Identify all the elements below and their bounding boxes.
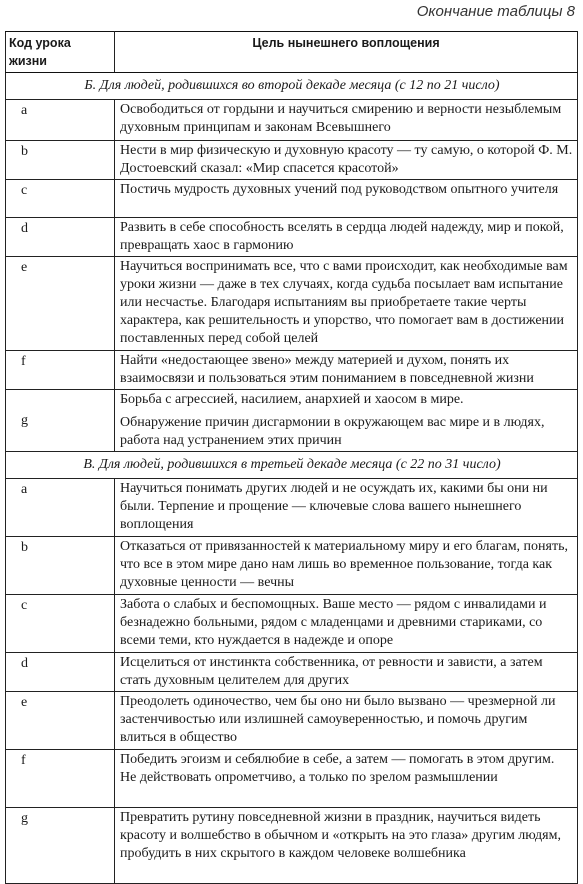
table-row bbox=[6, 595, 578, 653]
section-v bbox=[6, 452, 578, 884]
lesson-goal: Освободиться от гордыни и научиться смирению и верности незыблемым духовным принципам и законам Всевышнего bbox=[115, 100, 578, 141]
lesson-code: d bbox=[6, 218, 115, 257]
table-row bbox=[6, 351, 578, 390]
lesson-goal: Найти «недостающее звено» между материей и духом, понять их взаимосвязи и пользоваться этим пониманием в повседневной жизни bbox=[115, 351, 578, 390]
lesson-goal: Преодолеть одиночество, чем бы оно ни было вызвано — чрезмерной ли застенчивостью или излишней самоуверенностью, и помочь другим влиться в общество bbox=[115, 692, 578, 750]
header-row bbox=[6, 32, 578, 73]
lesson-code: e bbox=[6, 257, 115, 351]
lesson-goal: Превратить рутину повседневной жизни в праздник, научиться видеть красоту и волшебство в обычном и «открыть на это глаза» другим людям, пробудить в них скрытого в каждом человеке волшебника bbox=[115, 808, 578, 884]
life-lessons-table bbox=[5, 31, 578, 884]
lesson-code: c bbox=[6, 180, 115, 218]
lesson-code: f bbox=[6, 351, 115, 390]
table-row bbox=[6, 100, 578, 141]
lesson-goal-line: Борьба с агрессией, насилием, анархией и хаосом в мире. bbox=[120, 392, 464, 407]
lesson-code: g bbox=[6, 390, 115, 452]
lesson-goal: Научиться понимать других людей и не осуждать их, какими бы они ни были. Терпение и прощение — ключевые слова вашего нынешнего воплощения bbox=[115, 479, 578, 537]
table-row bbox=[6, 692, 578, 750]
table-row bbox=[6, 750, 578, 808]
lesson-code: e bbox=[6, 692, 115, 750]
lesson-code: a bbox=[6, 479, 115, 537]
lesson-code: c bbox=[6, 595, 115, 653]
lesson-goal: Отказаться от привязанностей к материальному миру и его благам, понять, что все в этом мире дано нам лишь во временное пользование, тогда как духовные ценности — вечны bbox=[115, 537, 578, 595]
table-header bbox=[6, 32, 578, 73]
lesson-code: b bbox=[6, 141, 115, 180]
header-goal: Цель нынешнего воплощения bbox=[115, 32, 578, 73]
lesson-goal: Победить эгоизм и себялюбие в себе, а затем — помогать в этом другим. Не действовать опрометчиво, а только по зрелом размышлении bbox=[115, 750, 578, 808]
lesson-goal bbox=[115, 390, 578, 452]
section-title-row bbox=[6, 73, 578, 100]
lesson-goal: Забота о слабых и беспомощных. Ваше место — рядом с инвалидами и безнадежно больными, рядом с младенцами и древними стариками, со всеми теми, кто нуждается в надежде и опоре bbox=[115, 595, 578, 653]
section-title-row bbox=[6, 452, 578, 479]
table-row bbox=[6, 653, 578, 692]
table-row bbox=[6, 537, 578, 595]
lesson-goal-line: Обнаружение причин дисгармонии в окружающем вас мире и в людях, работа над устранением этих причин bbox=[120, 415, 545, 448]
table-row bbox=[6, 390, 578, 452]
lesson-code: b bbox=[6, 537, 115, 595]
lesson-goal: Нести в мир физическую и духовную красоту — ту самую, о которой Ф. М. Достоевский сказал: «Мир спасется красотой» bbox=[115, 141, 578, 180]
section-title: В. Для людей, родившихся в третьей декаде месяца (с 22 по 31 число) bbox=[6, 452, 578, 479]
table-row bbox=[6, 218, 578, 257]
lesson-goal: Исцелиться от инстинкта собственника, от ревности и зависти, а затем стать духовным целителем для других bbox=[115, 653, 578, 692]
section-b bbox=[6, 73, 578, 452]
lesson-code: g bbox=[6, 808, 115, 884]
lesson-code: d bbox=[6, 653, 115, 692]
header-code: Код урока жизни bbox=[6, 32, 115, 73]
lesson-code: f bbox=[6, 750, 115, 808]
table-row bbox=[6, 479, 578, 537]
table-caption: Окончание таблицы 8 bbox=[416, 3, 575, 20]
table-row bbox=[6, 257, 578, 351]
table-row bbox=[6, 180, 578, 218]
lesson-goal: Развить в себе способность вселять в сердца людей надежду, мир и покой, превращать хаос в гармонию bbox=[115, 218, 578, 257]
table-row bbox=[6, 808, 578, 884]
lesson-code: a bbox=[6, 100, 115, 141]
lesson-goal: Постичь мудрость духовных учений под руководством опытного учителя bbox=[115, 180, 578, 218]
lesson-goal: Научиться воспринимать все, что с вами происходит, как необходимые вам уроки жизни — даже в тех случаях, когда судьба посылает вам испытание или несчастье. Благодаря испытаниям вы приобретаете такие черты характера, как решительность и упорство, что помогает вам в достижении поставленных перед собой целей bbox=[115, 257, 578, 351]
table-row bbox=[6, 141, 578, 180]
section-title: Б. Для людей, родившихся во второй декаде месяца (с 12 по 21 число) bbox=[6, 73, 578, 100]
